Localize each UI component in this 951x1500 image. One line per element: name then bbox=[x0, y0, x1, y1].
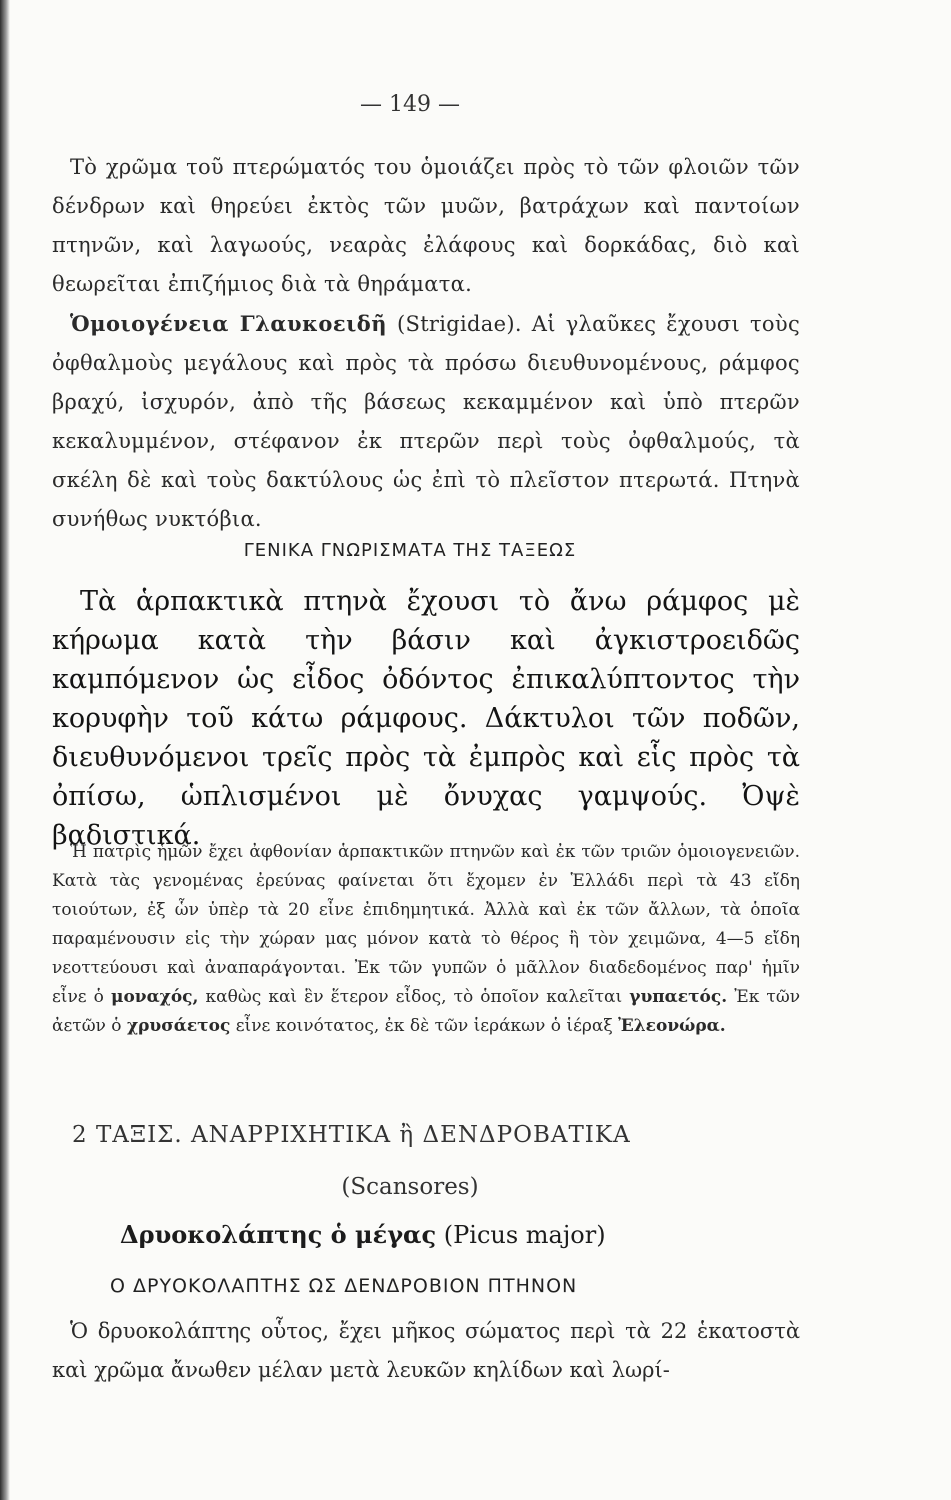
greece-text-2: καθὼς καὶ ἓν ἕτερον εἶδος, τὸ ὁποῖον καλεῖται bbox=[205, 987, 623, 1007]
heading-general-characteristics: ΓΕΝΙΚΑ ΓΝΩΡΙΣΜΑΤΑ ΤΗΣ ΤΑΞΕΩΣ bbox=[243, 540, 577, 561]
order-latin-name: (Scansores) bbox=[341, 1174, 479, 1200]
section-characteristics bbox=[52, 582, 800, 855]
family-name: Ὁμοιογένεια Γλαυκοειδῆ bbox=[70, 311, 388, 336]
bold-chrysaetos: χρυσάετος bbox=[126, 1016, 231, 1036]
paragraph-greece-raptors bbox=[52, 838, 800, 1041]
binding-shadow bbox=[0, 0, 10, 1500]
paragraph-woodpecker: Ὁ δρυοκολάπτης οὗτος, ἔχει μῆκος σώματος περὶ τὰ 22 ἑκατοστὰ καὶ χρῶμα ἄνωθεν μέλαν μετὰ λευκῶν κηλίδων καὶ λωρί- bbox=[52, 1319, 800, 1382]
section-greece-raptors bbox=[52, 838, 800, 1041]
species-heading bbox=[120, 1220, 820, 1249]
greece-text-4: εἶνε κοινότατος, ἐκ δὲ τῶν ἱεράκων ὁ ἱέραξ bbox=[235, 1016, 613, 1036]
paragraph-raptor-traits: Τὰ ἁρπακτικὰ πτηνὰ ἔχουσι τὸ ἄνω ράμφος μὲ κήρωμα κατὰ τὴν βάσιν καὶ ἀγκιστροειδῶς καμπόμενον ὡς εἶδος ὀδόντος ἐπικαλύπτοντος τὴν κορυφὴν τοῦ κάτω ράμφους. Δάκτυλοι τῶν ποδῶν, διευθυνόμενοι τρεῖς πρὸς τὰ ἐμπρὸς καὶ εἷς πρὸς τὰ ὀπίσω, ὡπλισμένοι μὲ ὄνυχας γαμψούς. Ὀψὲ βαδιστικά. bbox=[52, 586, 800, 851]
greece-text-3: Ἐκ τῶν ἀετῶν ὁ bbox=[52, 987, 801, 1036]
greece-text-1: Ἡ πατρὶς ἡμῶν ἔχει ἀφθονίαν ἁρπακτικῶν πτηνῶν καὶ ἐκ τῶν τριῶν ὁμοιογενειῶν. Κατὰ τὰς γενομένας ἐρεύνας φαίνεται ὅτι ἔχομεν ἐν Ἑλλάδι περὶ τὰ 43 εἴδη τοιούτων, ἐξ ὧν ὑπὲρ τὰ 20 εἶνε ἐπιδημητικά. Ἀλλὰ καὶ ἐκ τῶν ἄλλων, τὰ ὁποῖα παραμένουσιν εἰς τὴν χώραν μας μόνον κατὰ τὸ θέρος ἢ τὸν χειμῶνα, 4—5 εἴδη νεοττεύουσι καὶ ἀναπαράγονται. Ἐκ τῶν γυπῶν ὁ μᾶλλον διαδεδομένος παρ' ἡμῖν εἶνε ὁ bbox=[52, 842, 800, 1007]
bold-eleonora: Ἐλεονώρα. bbox=[618, 1016, 726, 1036]
paragraph-strigidae bbox=[52, 304, 800, 539]
bold-gypaetos: γυπαετός. bbox=[629, 987, 728, 1007]
page-number: — 149 — bbox=[360, 92, 460, 117]
section-owls bbox=[52, 148, 800, 539]
paragraph-coloration: Τὸ χρῶμα τοῦ πτερώματός του ὁμοιάζει πρὸς τὸ τῶν φλοιῶν τῶν δένδρων καὶ θηρεύει ἐκτὸς τῶν μυῶν, βατράχων καὶ παντοίων πτηνῶν, καὶ λαγωούς, νεαρὰς ἐλάφους καὶ δορκάδας, διὸ καὶ θεωρεῖται ἐπιζήμιος διὰ τὰ θηράματα. bbox=[52, 155, 800, 296]
species-latin-name: (Picus major) bbox=[443, 1221, 606, 1249]
section-woodpecker bbox=[52, 1312, 800, 1390]
species-greek-name: Δρυοκολάπτης ὁ μέγας bbox=[120, 1220, 437, 1249]
order-heading: 2 ΤΑΞΙΣ. ΑΝΑΡΡΙΧΗΤΙΚΑ ἢ ΔΕΝΔΡΟΒΑΤΙΚΑ bbox=[72, 1122, 631, 1148]
heading-woodpecker: Ο ΔΡΥΟΚΟΛΑΠΤΗΣ ΩΣ ΔΕΝΔΡΟΒΙΟΝ ΠΤΗΝΟΝ bbox=[110, 1275, 578, 1297]
paragraph-strigidae-text: (Strigidae). Αἱ γλαῦκες ἔχουσι τοὺς ὀφθαλμοὺς μεγάλους καὶ πρὸς τὰ πρόσω διευθυνομένους, ράμφος βραχύ, ἰσχυρόν, ἀπὸ τῆς βάσεως κεκαμμένον καὶ ὑπὸ πτερῶν κεκαλυμμένον, στέφανον ἐκ πτερῶν περὶ τοὺς ὀφθαλμούς, τὰ σκέλη δὲ καὶ τοὺς δακτύλους ὡς ἐπὶ τὸ πλεῖστον πτερωτά. Πτηνὰ συνήθως νυκτόβια. bbox=[52, 312, 801, 531]
bold-monachos: μοναχός, bbox=[111, 987, 199, 1007]
